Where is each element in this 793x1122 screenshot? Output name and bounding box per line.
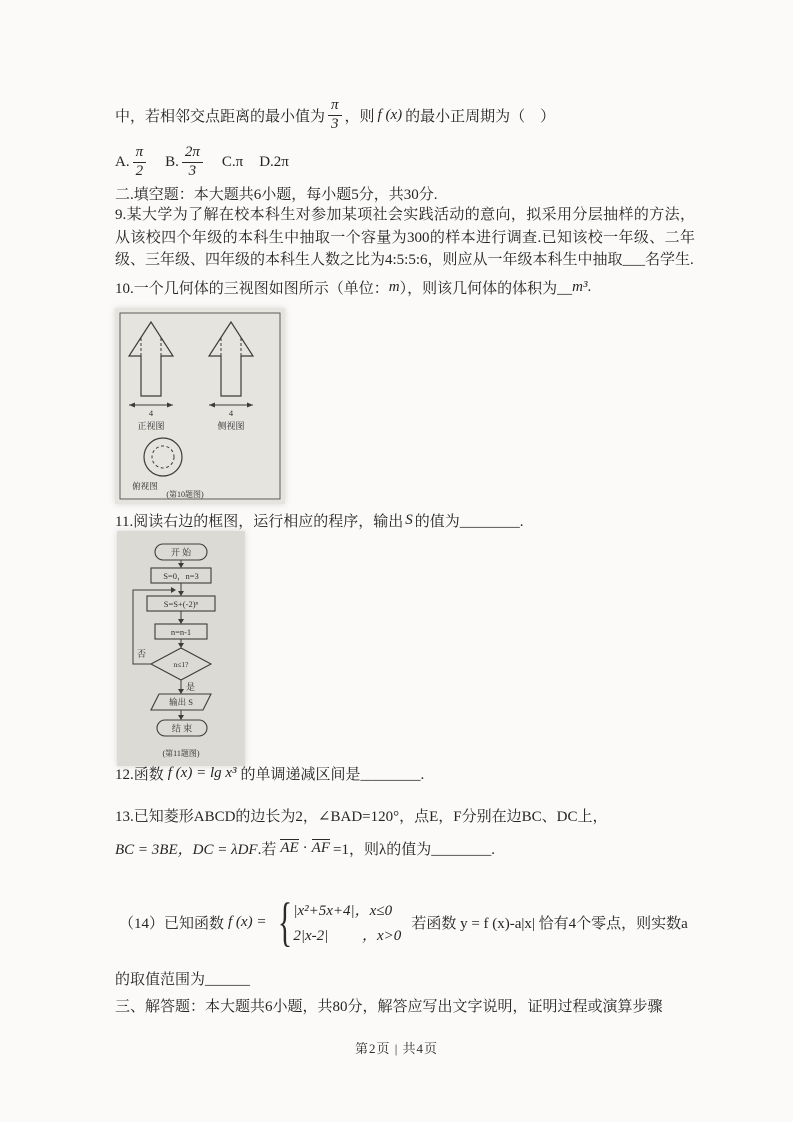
flowchart-diagram <box>121 536 241 764</box>
option-d: D.2π <box>259 153 289 170</box>
q14-text-pre: （14）已知函数 <box>119 915 225 932</box>
front-dimension-value: 4 <box>148 408 154 418</box>
flowchart-loop-label: S=S+(-2)ⁿ <box>163 599 199 609</box>
flow-arrowhead <box>178 689 184 694</box>
page-number: 第2页 | 共4页 <box>354 1041 439 1056</box>
question13-line1 <box>115 805 607 826</box>
question9 <box>115 204 695 272</box>
q11-text-post: 的值为________. <box>414 514 524 530</box>
question12 <box>115 763 424 784</box>
figure-flowchart <box>117 531 245 766</box>
piecewise-case2: 2|x-2| ，x>0 <box>293 928 402 944</box>
q11-text-pre: 11.阅读右边的框图，运行相应的程序，输出 <box>115 514 404 530</box>
flowchart-decrement-label: n=n-1 <box>170 627 192 637</box>
q8-fx-notation: f (x) <box>377 106 403 123</box>
q13-line2-post: =1，则λ的值为________. <box>333 842 495 858</box>
q13-line1-text: 13.已知菱形ABCD的边长为2，∠BAD=120°，点E，F分别在边BC、DC上， <box>115 809 608 825</box>
question9-text: 9.某大学为了解在校本科生对参加某项社会实践活动的意向，拟采用分层抽样的方法，从该校四个年级的本科生中抽取一个容量为300的样本进行调查.已知该校一年级、二年级、三年级、四年级的本科生人数之比为4:5:5:6，则应从一年级本科生中抽取___名学生. <box>115 207 695 268</box>
q10-volume-unit: m³ <box>572 279 588 295</box>
side-view-arrow <box>209 322 253 396</box>
q13-line2-ruo: .若 <box>257 842 277 858</box>
fraction-denominator: 2 <box>135 162 144 179</box>
q8-text-post: 的最小正周期为（ ） <box>405 108 556 125</box>
flowchart-output-label: 输出 S <box>169 697 193 707</box>
front-view-label: 正视图 <box>137 421 165 431</box>
question8-options <box>115 145 289 180</box>
q8-text-mid: ，则 <box>344 108 375 125</box>
section3-header-text: 三、解答题：本大题共6小题，共80分，解答应写出文字说明，证明过程或演算步骤 <box>115 999 663 1015</box>
figure10-caption: (第10题图) <box>166 490 204 499</box>
flowchart-condition-label: n≤1? <box>173 660 189 669</box>
page-footer <box>0 1038 793 1057</box>
flow-arrowhead <box>178 563 184 568</box>
fraction-pi-over-3 <box>328 98 342 133</box>
q14-piecewise <box>272 892 402 952</box>
fraction-numerator: π <box>133 145 147 163</box>
flow-arrowhead <box>171 587 176 593</box>
piecewise-cases <box>293 899 401 945</box>
front-view-arrow <box>129 322 173 396</box>
q10-text-mid: ），则该几何体的体积为__ <box>399 281 573 297</box>
q12-function-expression: f (x) = lg x³ <box>167 765 237 781</box>
flowchart-end-label: 结 束 <box>171 723 193 734</box>
piecewise-case1: |x²+5x+4|，x≤0 <box>293 903 393 919</box>
flowchart-start-label: 开 始 <box>170 547 192 558</box>
section3-header <box>115 995 663 1016</box>
flowchart-yes-label: 是 <box>186 682 196 692</box>
figure11-caption: (第11题图) <box>162 749 200 758</box>
figure-three-views <box>115 308 285 504</box>
flow-arrowhead <box>178 643 184 648</box>
q12-text-pre: 12.函数 <box>115 767 164 783</box>
fraction-numerator: π <box>328 98 342 116</box>
dimension-arrowhead <box>167 403 173 408</box>
q13-vector-af: AF <box>311 840 330 856</box>
option-b-fraction <box>182 145 203 180</box>
question13-line2 <box>115 838 495 859</box>
q10-unit: m <box>388 279 400 295</box>
question10 <box>115 277 591 298</box>
fraction-denominator: 3 <box>188 162 197 179</box>
side-view-label: 侧视图 <box>217 421 245 431</box>
q11-s-variable: S <box>405 512 413 528</box>
option-b-label: B. <box>165 153 179 170</box>
q14-line2-text: 的取值范围为______ <box>115 972 251 988</box>
side-dimension-value: 4 <box>228 408 234 418</box>
top-view-outer-circle <box>144 438 182 476</box>
section2-header <box>115 183 438 204</box>
q8-text-pre: 中，若相邻交点距离的最小值为 <box>115 108 326 125</box>
question11 <box>115 510 523 531</box>
q12-text-post: 的单调递减区间是________. <box>240 767 425 783</box>
question8-stem <box>115 98 555 133</box>
flowchart-no-label: 否 <box>137 649 147 659</box>
three-views-diagram <box>119 312 281 500</box>
option-a-label: A. <box>115 153 130 170</box>
dimension-arrowhead <box>247 403 253 408</box>
option-a-fraction <box>133 145 147 180</box>
q10-text-pre: 10.一个几何体的三视图如图所示（单位： <box>115 281 389 297</box>
section2-header-text: 二.填空题：本大题共6小题，每小题5分，共30分. <box>115 187 438 203</box>
q14-fx-notation: f (x) = <box>228 913 267 930</box>
question14-line2 <box>115 968 250 989</box>
flow-arrowhead <box>178 591 184 596</box>
dimension-arrowhead <box>209 403 215 408</box>
q10-text-post: . <box>587 279 592 295</box>
q13-dot-product: · <box>302 840 308 856</box>
dimension-arrowhead <box>129 403 135 408</box>
fraction-denominator: 3 <box>331 115 339 132</box>
top-view-label: 俯视图 <box>132 481 158 491</box>
figure-border <box>120 313 280 499</box>
flow-arrowhead <box>178 715 184 720</box>
q14-text-post: 若函数 y = f (x)-a|x| 恰有4个零点，则实数a <box>411 915 688 932</box>
flowchart-init-label: S=0，n=3 <box>163 571 199 581</box>
fraction-numerator: 2π <box>182 145 203 163</box>
question14 <box>119 892 688 952</box>
q13-line2-math: BC = 3BE，DC = λDF <box>115 842 258 858</box>
piecewise-brace: { <box>278 892 293 952</box>
top-view-inner-circle <box>152 446 174 468</box>
flow-arrowhead <box>178 619 184 624</box>
q13-vector-ae: AE <box>280 840 299 856</box>
option-c: C.π <box>221 153 244 170</box>
